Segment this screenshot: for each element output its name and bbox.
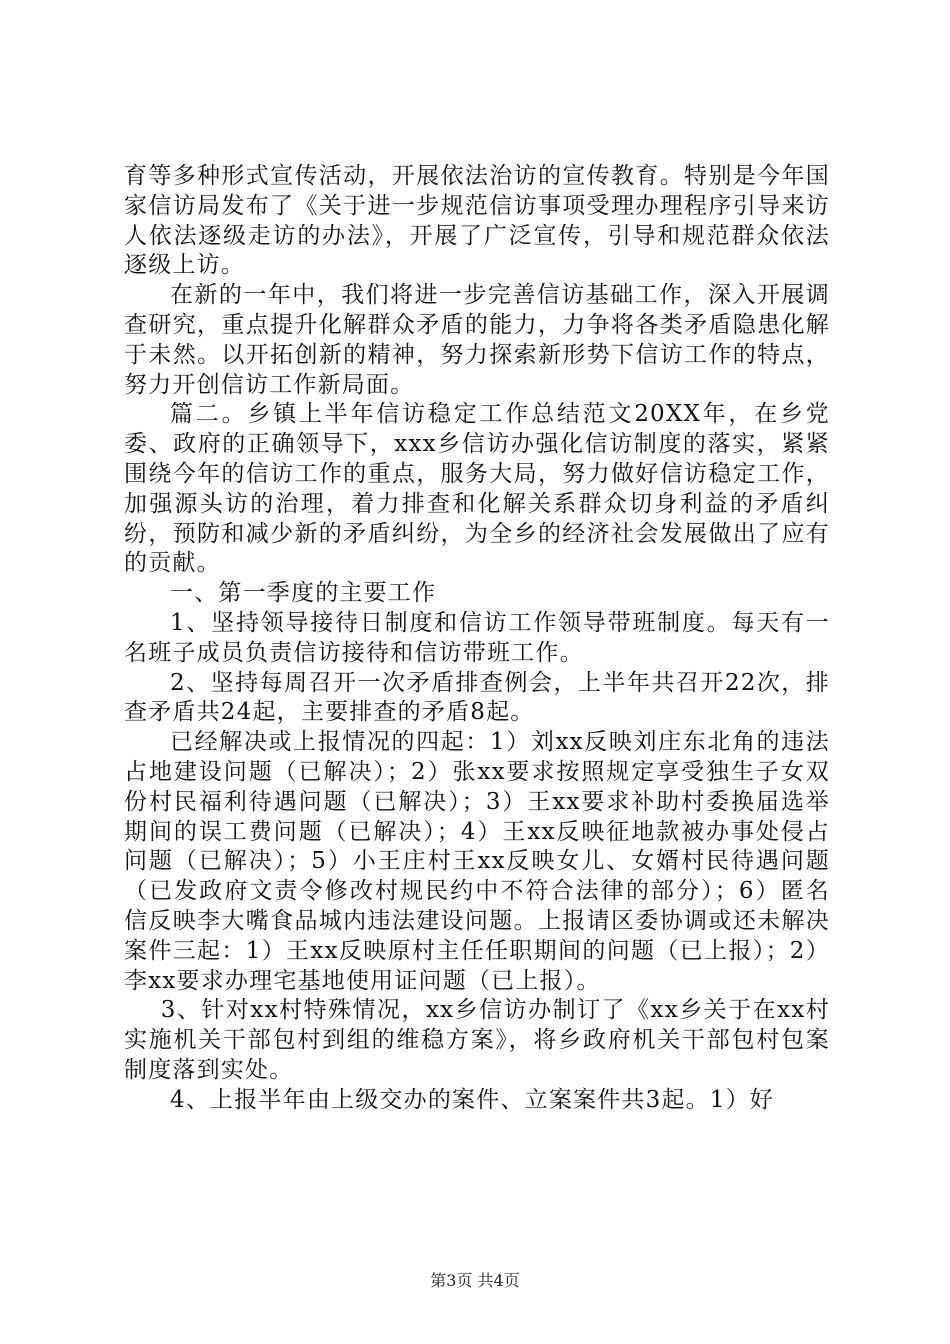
body-text — [124, 162, 830, 1116]
paragraph-item-1: 1、坚持领导接待日制度和信访工作领导带班制度。每天有一名班子成员负责信访接待和信访带班工作。 — [124, 609, 830, 666]
section-heading: 一、第一季度的主要工作 — [170, 580, 437, 607]
paragraph-3: 篇二。乡镇上半年信访稳定工作总结范文20XX年，在乡党委、政府的正确领导下，xxx乡信访办强化信访制度的落实，紧紧围绕今年的信访工作的重点，服务大局，努力做好信访稳定工作，加强源头访的治理，着力排查和化解关系群众切身利益的矛盾纠纷，预防和减少新的矛盾纠纷，为全乡的经济社会发展做出了应有的贡献。 — [124, 401, 830, 577]
paragraph-1: 育等多种形式宣传活动，开展依法治访的宣传教育。特别是今年国家信访局发布了《关于进一步规范信访事项受理办理程序引导来访人依法逐级走访的办法》，开展了广泛宣传，引导和规范群众依法逐级上访。 — [124, 163, 830, 279]
paragraph-item-3: 3、针对xx村特殊情况，xx乡信访办制订了《xx乡关于在xx村实施机关干部包村到组的维稳方案》，将乡政府机关干部包村包案制度落到实处。 — [124, 997, 830, 1083]
page-footer: 第3页 共4页 — [430, 1271, 520, 1290]
paragraph-cases: 已经解决或上报情况的四起：1）刘xx反映刘庄东北角的违法占地建设问题（已解决）；2）张xx要求按照规定享受独生子女双份村民福利待遇问题（已解决）；3）王xx要求补助村委换届选举期间的误工费问题（已解决）；4）王xx反映征地款被办事处侵占问题（已解决）；5）小王庄村王xx反映女儿、女婿村民待遇问题（已发政府文责令修改村规民约中不符合法律的部分）；6）匿名信反映李大嘴食品城内违法建设问题。上报请区委协调或还未解决案件三起：1）王xx反映原村主任任职期间的问题（已上报）；2）李xx要求办理宅基地使用证问题（已上报）。 — [124, 729, 830, 994]
paragraph-item-4: 4、上报半年由上级交办的案件、立案案件共3起。1）好 — [170, 1086, 775, 1113]
paragraph-item-2: 2、坚持每周召开一次矛盾排查例会，上半年共召开22次，排查矛盾共24起，主要排查的矛盾8起。 — [124, 669, 830, 726]
paragraph-2: 在新的一年中，我们将进一步完善信访基础工作，深入开展调查研究，重点提升化解群众矛盾的能力，力争将各类矛盾隐患化解于未然。以开拓创新的精神，努力探索新形势下信访工作的特点，努力开创信访工作新局面。 — [124, 282, 830, 398]
